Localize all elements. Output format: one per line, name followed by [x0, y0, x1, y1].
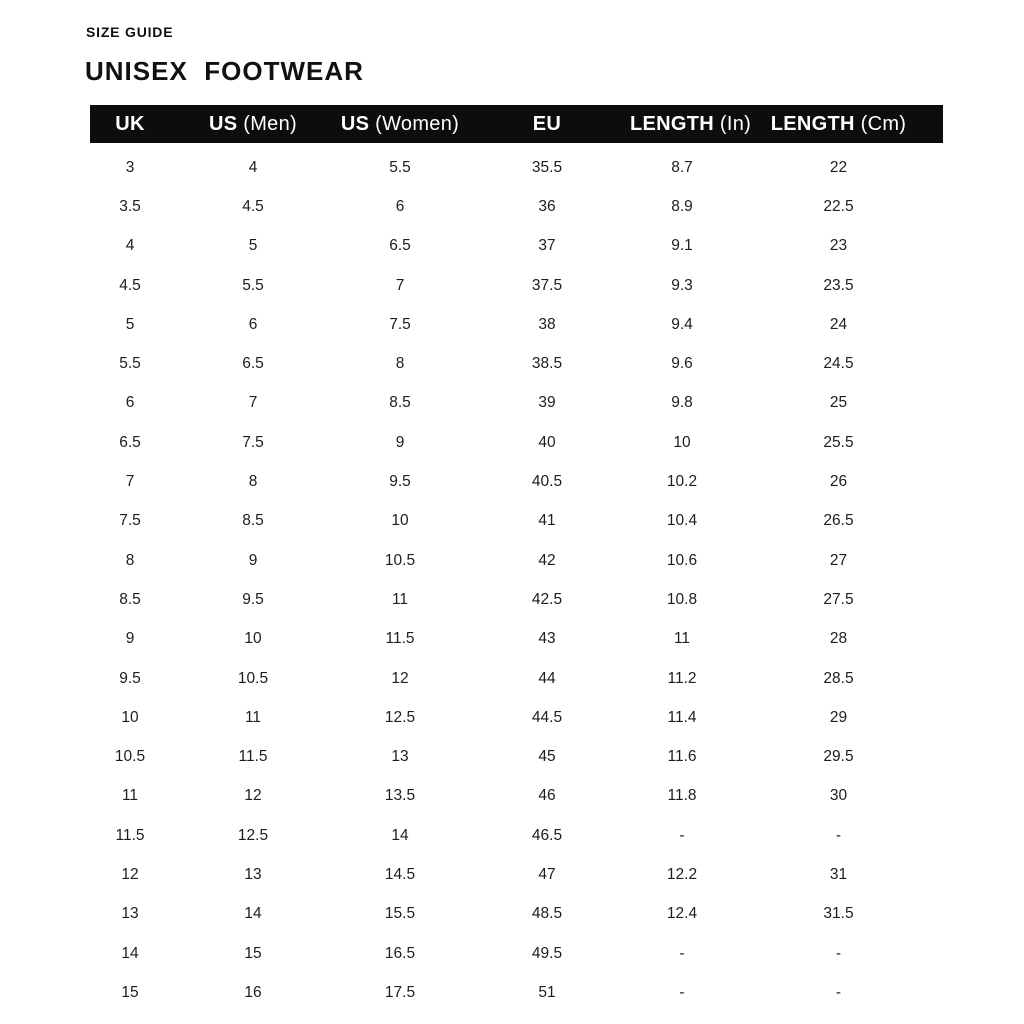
table-cell: 39: [538, 394, 556, 412]
table-row: [90, 659, 943, 698]
column-header-label: UK: [115, 112, 145, 135]
table-cell: 9.5: [242, 590, 264, 608]
column-header-uk: [90, 113, 170, 136]
table-cell: 14: [244, 905, 262, 923]
column-header-us--women: [336, 113, 464, 136]
table-cell: 24.5: [823, 355, 854, 373]
table-cell: 7: [125, 473, 135, 491]
table-cell: 9: [395, 433, 405, 451]
column-header-suffix: (In): [714, 112, 752, 135]
table-row: [90, 580, 943, 619]
table-cell: 10.4: [666, 512, 698, 530]
table-cell: 42.5: [531, 590, 563, 608]
table-cell: 43: [538, 630, 556, 648]
table-cell: 9.4: [671, 315, 693, 333]
table-cell: 3: [125, 158, 135, 176]
column-header-length--cm: [734, 113, 943, 136]
table-cell: 44.5: [531, 708, 563, 726]
table-cell: 13.5: [384, 787, 416, 805]
table-row: [90, 973, 943, 1012]
table-cell: -: [679, 826, 685, 844]
table-cell: 22.5: [823, 197, 854, 215]
table-cell: 10.5: [114, 748, 146, 766]
table-cell: 17.5: [384, 983, 416, 1001]
table-cell: 13: [244, 865, 262, 883]
table-cell: 31: [829, 865, 848, 883]
table-row: [90, 344, 943, 383]
table-cell: 25.5: [823, 433, 854, 451]
table-cell: 8.5: [119, 590, 141, 608]
table-row: [90, 895, 943, 934]
table-cell: 11: [673, 630, 691, 648]
table-row: [90, 737, 943, 776]
table-cell: -: [835, 983, 842, 1001]
column-header-eu: [464, 113, 630, 136]
table-cell: 12: [244, 787, 262, 805]
table-cell: -: [835, 944, 842, 962]
table-cell: 12: [121, 865, 139, 883]
table-cell: 11: [391, 590, 409, 608]
table-row: [90, 855, 943, 894]
table-cell: 9.6: [671, 355, 693, 373]
table-row: [90, 384, 943, 423]
table-cell: 5.5: [389, 158, 411, 176]
table-cell: 40: [538, 433, 556, 451]
table-cell: 8: [125, 551, 135, 569]
table-row: [90, 148, 943, 187]
table-cell: 37.5: [531, 276, 563, 294]
size-table-header-row: [90, 105, 943, 143]
table-cell: 24: [829, 315, 848, 333]
table-cell: 10: [391, 512, 409, 530]
table-cell: 27.5: [823, 590, 854, 608]
column-header-suffix: (Women): [369, 112, 460, 135]
table-cell: 9.8: [671, 394, 693, 412]
column-header-suffix: (Men): [237, 112, 297, 135]
table-cell: 8.7: [671, 158, 693, 176]
table-cell: 46.5: [531, 826, 563, 844]
table-row: [90, 816, 943, 855]
size-table-body: [90, 143, 943, 1013]
table-cell: 28: [829, 630, 848, 648]
table-cell: 44: [538, 669, 556, 687]
table-cell: 31.5: [823, 905, 854, 923]
table-cell: 8: [248, 473, 258, 491]
table-row: [90, 187, 943, 226]
table-cell: 12: [391, 669, 409, 687]
table-cell: 25: [829, 394, 848, 412]
table-cell: 12.5: [237, 826, 269, 844]
table-cell: 10.8: [666, 590, 698, 608]
table-cell: 45: [538, 748, 556, 766]
table-cell: 9: [248, 551, 258, 569]
table-cell: 6: [395, 197, 405, 215]
table-cell: 8.5: [389, 394, 411, 412]
column-header-label: EU: [532, 112, 562, 135]
table-cell: 23.5: [823, 276, 854, 294]
table-cell: 42: [538, 551, 556, 569]
table-cell: 36: [538, 197, 556, 215]
table-cell: 35.5: [531, 158, 563, 176]
table-cell: 48.5: [531, 905, 563, 923]
table-cell: 4.5: [242, 197, 264, 215]
table-cell: 14.5: [384, 865, 416, 883]
table-cell: 51: [538, 983, 556, 1001]
table-cell: 14: [391, 826, 409, 844]
column-header-label: LENGTH: [770, 112, 855, 135]
table-cell: 11: [244, 708, 262, 726]
table-cell: 5.5: [242, 276, 264, 294]
table-cell: 29.5: [823, 748, 854, 766]
table-cell: -: [835, 826, 842, 844]
table-cell: 9.5: [389, 473, 411, 491]
table-cell: 30: [829, 787, 848, 805]
table-cell: 11.5: [385, 630, 415, 648]
table-cell: 8.9: [671, 197, 693, 215]
table-cell: 13: [391, 748, 409, 766]
table-cell: 8: [395, 355, 405, 373]
table-cell: 10.5: [237, 669, 269, 687]
table-cell: 10: [244, 630, 262, 648]
table-cell: 38: [538, 315, 556, 333]
table-cell: 15.5: [384, 905, 416, 923]
table-cell: 9.5: [119, 669, 141, 687]
table-row: [90, 305, 943, 344]
table-cell: 7.5: [119, 512, 141, 530]
table-cell: 47: [538, 865, 556, 883]
table-cell: 37: [538, 237, 556, 255]
table-cell: 5: [125, 315, 135, 333]
table-cell: 7.5: [242, 433, 264, 451]
table-cell: 14: [121, 944, 139, 962]
table-cell: 23: [829, 237, 848, 255]
size-guide-eyebrow: SIZE GUIDE: [86, 24, 174, 40]
table-cell: 12.2: [666, 865, 698, 883]
table-cell: 9.3: [671, 276, 693, 294]
table-cell: -: [679, 983, 685, 1001]
column-header-label: LENGTH: [630, 112, 715, 135]
table-cell: 6.5: [242, 355, 264, 373]
table-cell: 11.4: [667, 708, 697, 726]
column-header-label: US: [340, 112, 370, 135]
table-cell: 10.5: [384, 551, 416, 569]
table-cell: 46: [538, 787, 556, 805]
table-row: [90, 541, 943, 580]
table-cell: -: [679, 944, 685, 962]
table-cell: 3.5: [119, 197, 141, 215]
table-cell: 11.8: [667, 787, 697, 805]
table-cell: 16: [244, 983, 262, 1001]
table-row: [90, 934, 943, 973]
table-cell: 13: [121, 905, 139, 923]
column-header-length--in: [630, 112, 752, 136]
table-cell: 15: [244, 944, 262, 962]
table-cell: 6.5: [389, 237, 411, 255]
table-cell: 6: [125, 394, 135, 412]
column-header-suffix: (Cm): [854, 112, 907, 135]
table-cell: 41: [538, 512, 556, 530]
table-cell: 11: [121, 787, 139, 805]
table-row: [90, 227, 943, 266]
table-cell: 5: [248, 237, 258, 255]
table-cell: 11.5: [238, 748, 268, 766]
table-cell: 8.5: [242, 512, 264, 530]
table-cell: 28.5: [823, 669, 854, 687]
column-header-us--men: [170, 113, 336, 136]
size-table: [90, 105, 943, 1013]
table-row: [90, 266, 943, 305]
table-cell: 38.5: [531, 355, 563, 373]
table-cell: 10.6: [666, 551, 698, 569]
table-cell: 9.1: [671, 237, 693, 255]
table-cell: 7: [395, 276, 405, 294]
table-cell: 40.5: [531, 473, 563, 491]
table-cell: 12.5: [384, 708, 416, 726]
table-cell: 22: [829, 158, 848, 176]
table-cell: 26.5: [823, 512, 854, 530]
table-cell: 49.5: [531, 944, 563, 962]
table-cell: 12.4: [666, 905, 698, 923]
table-row: [90, 620, 943, 659]
table-cell: 10: [673, 433, 691, 451]
table-row: [90, 462, 943, 501]
table-row: [90, 777, 943, 816]
page-title: UNISEX FOOTWEAR: [85, 56, 364, 86]
table-cell: 5.5: [119, 355, 141, 373]
table-cell: 6.5: [119, 433, 141, 451]
table-cell: 26: [829, 473, 848, 491]
table-cell: 6: [248, 315, 258, 333]
table-cell: 11.5: [115, 826, 145, 844]
table-cell: 27: [829, 551, 848, 569]
table-row: [90, 423, 943, 462]
table-cell: 4: [125, 237, 135, 255]
table-cell: 11.6: [667, 748, 697, 766]
table-cell: 4.5: [119, 276, 141, 294]
table-cell: 4: [248, 158, 258, 176]
table-cell: 11.2: [667, 669, 697, 687]
table-cell: 16.5: [384, 944, 416, 962]
table-cell: 7.5: [389, 315, 411, 333]
table-cell: 15: [121, 983, 139, 1001]
table-cell: 7: [248, 394, 258, 412]
column-header-label: US: [209, 112, 238, 135]
table-cell: 10.2: [666, 473, 698, 491]
table-row: [90, 698, 943, 737]
table-cell: 29: [829, 708, 848, 726]
table-cell: 10: [121, 708, 139, 726]
table-cell: 9: [125, 630, 135, 648]
table-row: [90, 502, 943, 541]
